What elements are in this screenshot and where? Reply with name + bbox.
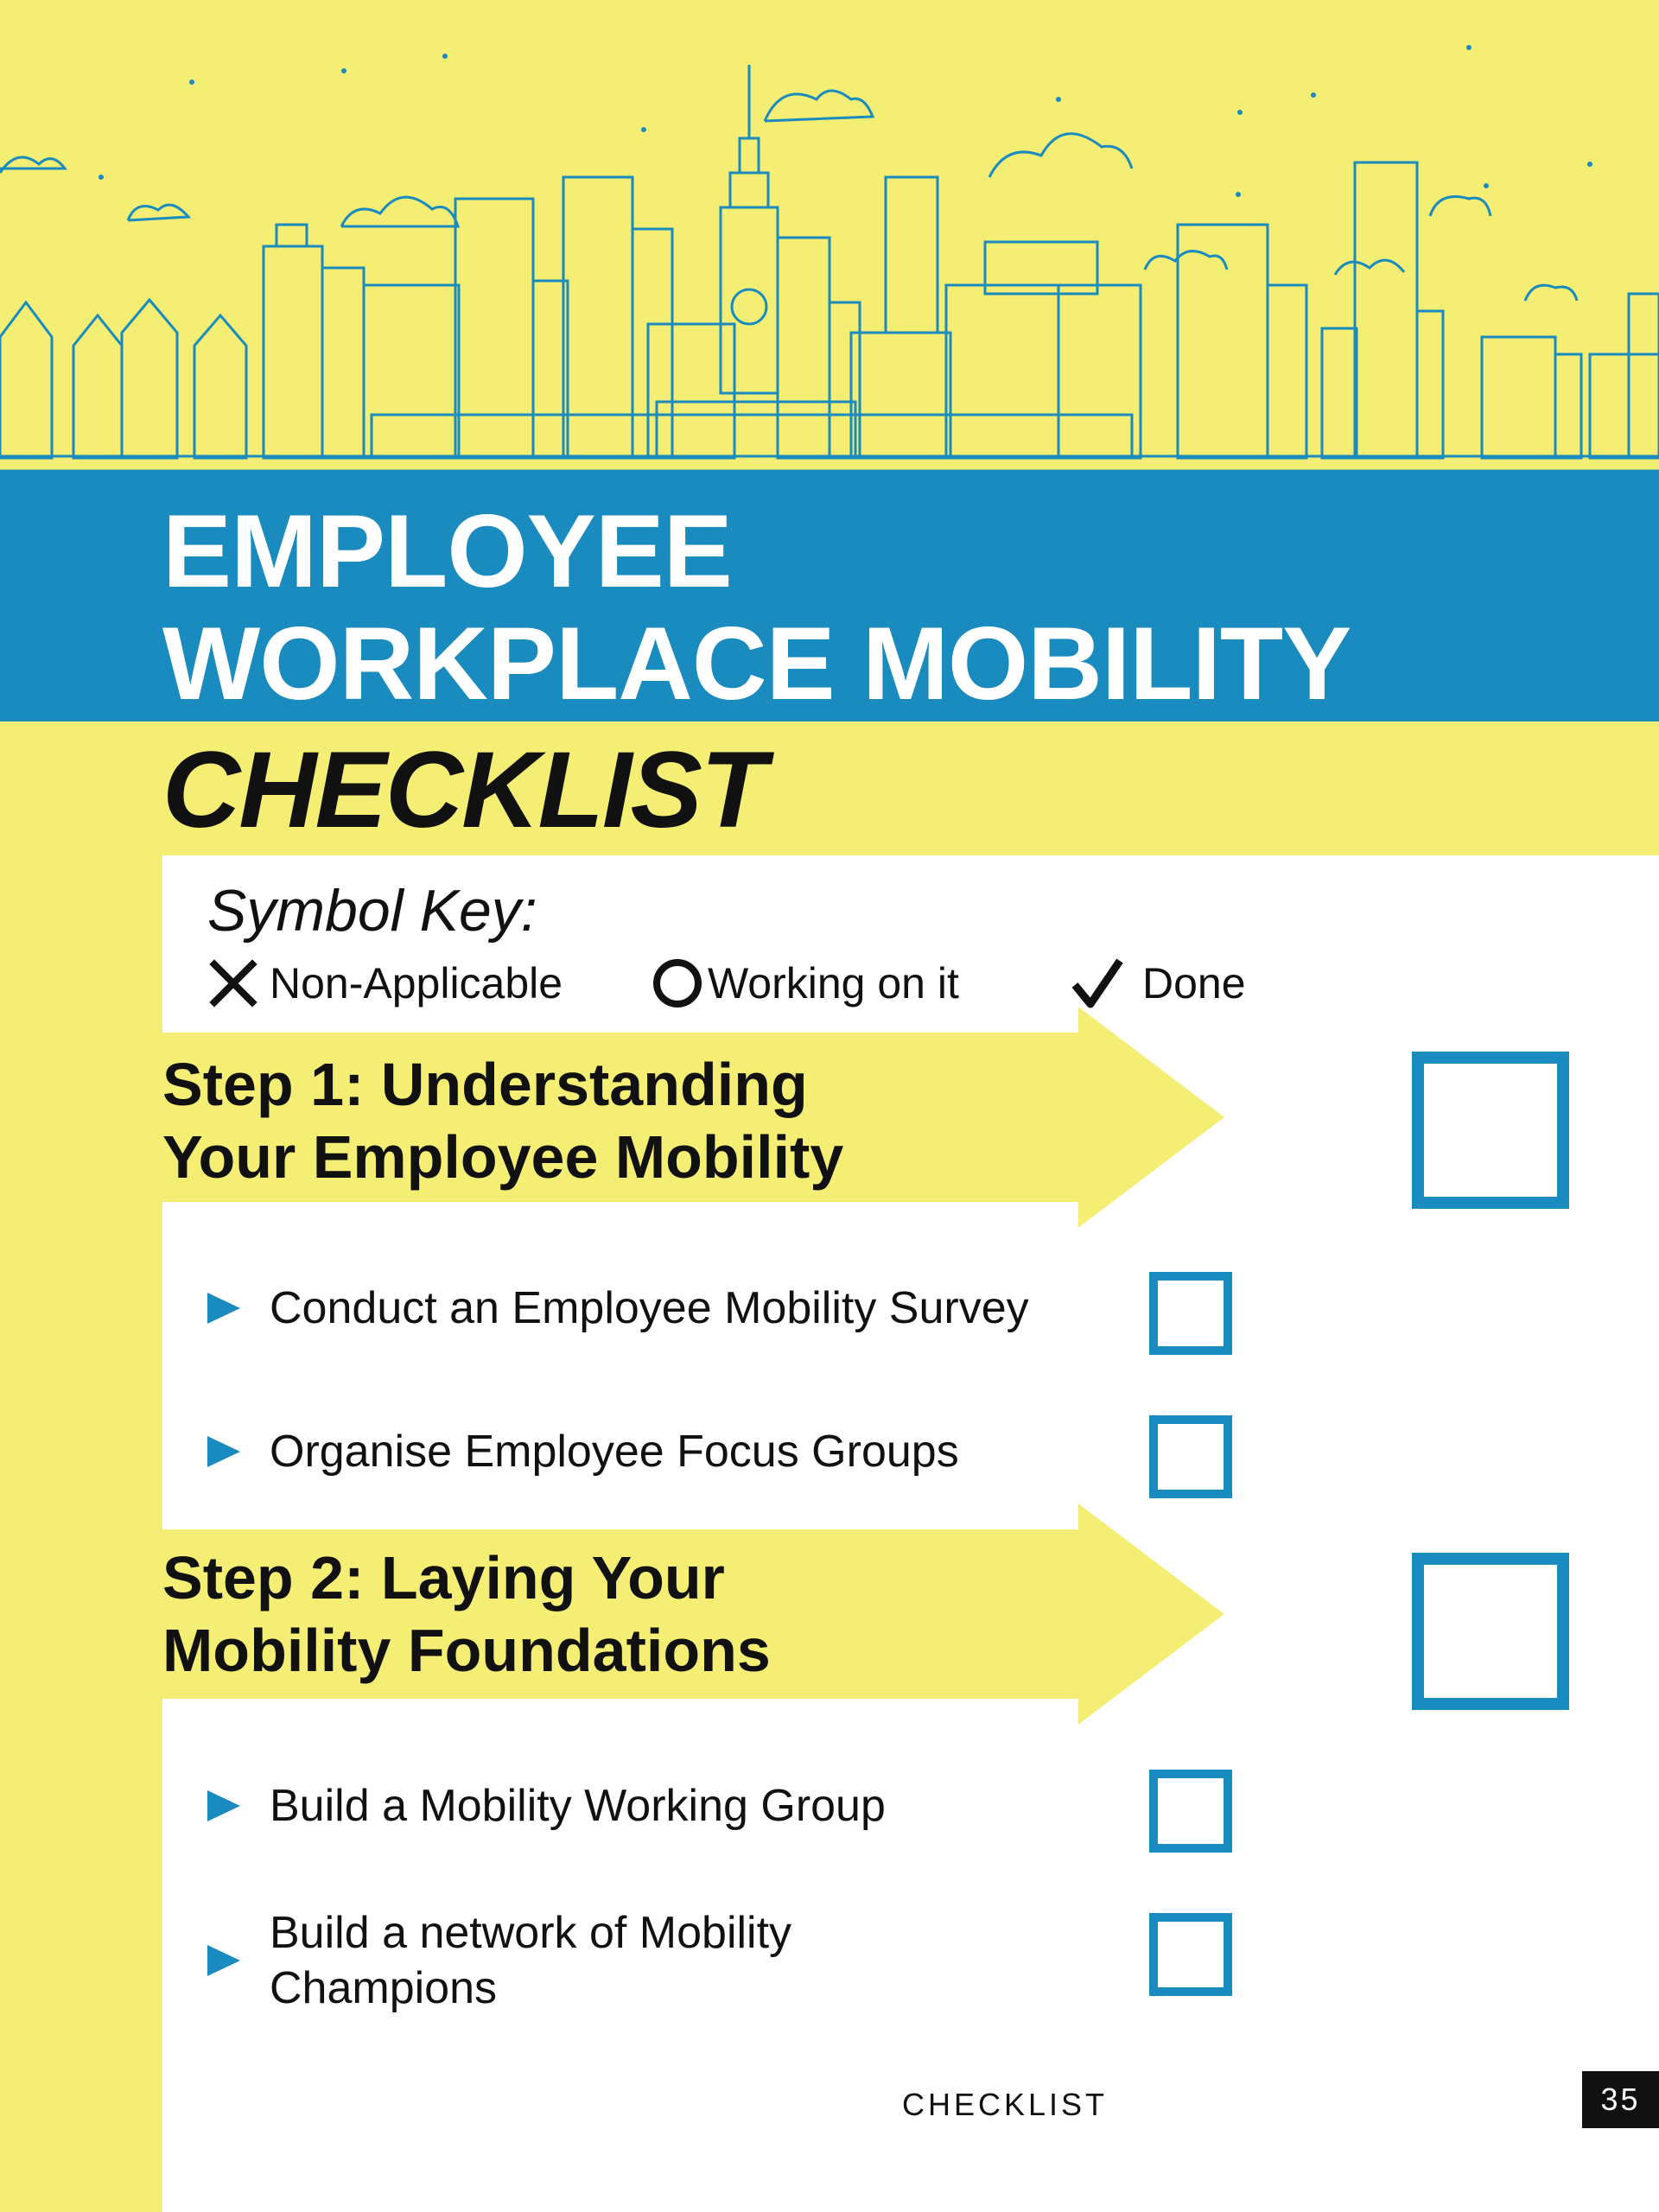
list-item-step-2-champions [207, 1905, 1158, 2016]
step-1-banner [162, 1033, 1225, 1191]
working-group-checkbox[interactable] [1149, 1770, 1232, 1853]
step-2-title-line-1: Step 2: Laying Your [162, 1544, 725, 1611]
symbol-key-legend [207, 957, 1331, 1009]
list-item-step-2-working-group [207, 1778, 1158, 1834]
champions-checkbox[interactable] [1149, 1913, 1232, 1996]
step-2-checkbox[interactable] [1412, 1553, 1569, 1710]
checkmark-icon [1071, 956, 1123, 1011]
triangle-bullet-icon [207, 1790, 240, 1821]
list-item-text: Conduct an Employee Mobility Survey [270, 1283, 1029, 1333]
triangle-bullet-icon [207, 1293, 240, 1324]
page-title-line-2: WORKPLACE MOBILITY [162, 606, 1351, 721]
circle-icon [652, 958, 702, 1008]
page-title-line-1: EMPLOYEE [162, 493, 732, 609]
symbol-key-item-done [1071, 957, 1246, 1009]
symbol-key-item-working [652, 957, 959, 1009]
step-1-title-line-2: Your Employee Mobility [162, 1123, 844, 1191]
symbol-key-label: Working on it [708, 959, 959, 1007]
list-item-text [270, 1905, 791, 2016]
page-title-checklist: CHECKLIST [162, 730, 766, 850]
step-1-title-line-1: Step 1: Understanding [162, 1051, 808, 1118]
list-item-text: Organise Employee Focus Groups [270, 1427, 959, 1477]
triangle-bullet-icon [207, 1436, 240, 1467]
symbol-key-heading: Symbol Key: [207, 878, 537, 944]
footer-section-label: CHECKLIST [902, 2087, 1109, 2122]
x-icon [207, 957, 259, 1009]
step-2-banner [162, 1529, 1225, 1685]
symbol-key-item-non-applicable [207, 957, 563, 1009]
triangle-bullet-icon [207, 1945, 240, 1976]
list-item-step-1-survey [207, 1281, 1158, 1336]
symbol-key-label: Done [1142, 959, 1246, 1007]
checklist-panel [162, 855, 1659, 2212]
list-item-text-line-1: Build a network of Mobility [270, 1908, 792, 1958]
symbol-key-label: Non-Applicable [270, 959, 563, 1007]
step-1-checkbox[interactable] [1412, 1052, 1569, 1209]
list-item-step-1-focus-groups [207, 1424, 1158, 1479]
page-number: 35 [1582, 2071, 1659, 2128]
city-skyline-illustration [0, 0, 1659, 471]
survey-checkbox[interactable] [1149, 1272, 1232, 1355]
step-2-title-line-2: Mobility Foundations [162, 1617, 771, 1684]
focus-groups-checkbox[interactable] [1149, 1415, 1232, 1498]
list-item-text: Build a Mobility Working Group [270, 1781, 886, 1831]
list-item-text-line-2: Champions [270, 1963, 498, 2013]
